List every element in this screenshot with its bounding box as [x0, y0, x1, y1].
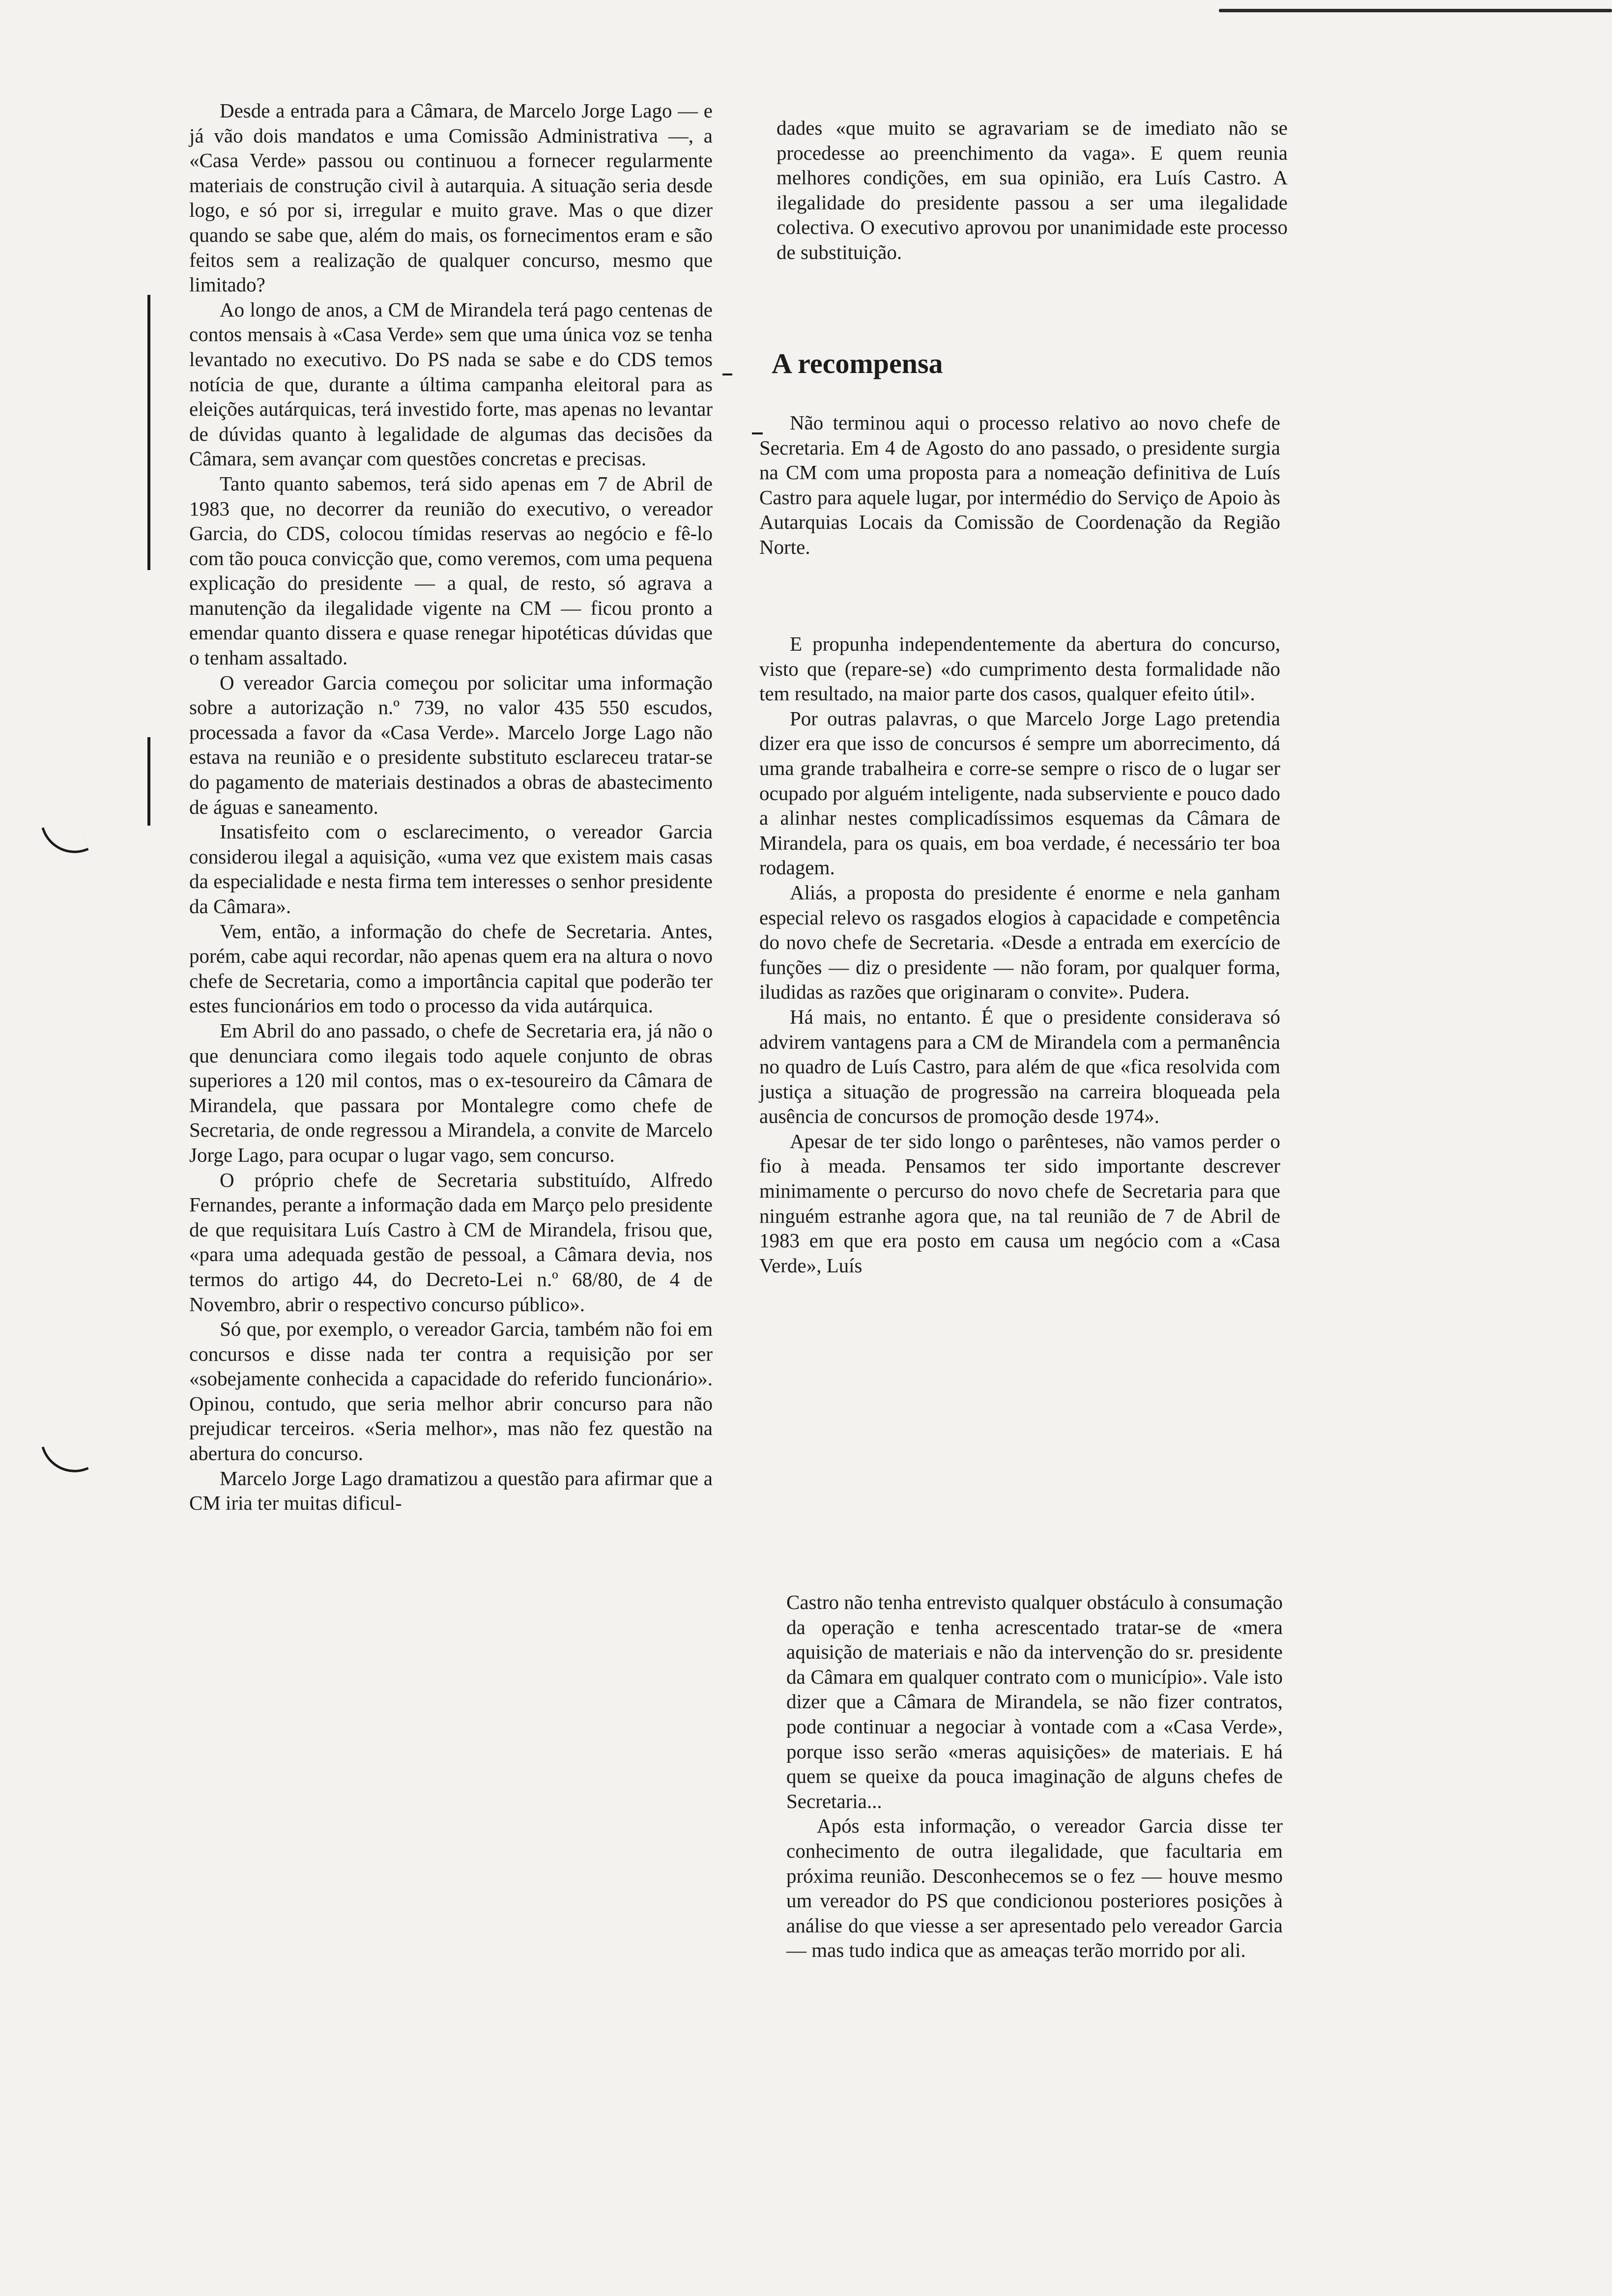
paragraph: O próprio chefe de Secretaria substituído, Alfredo Fernandes, perante a informação dada em Março pelo presidente de que requisitara Luís Castro à CM de Mirandela, frisou que, «para uma adequada gestão de pessoal, a Câmara devia, nos termos do artigo 44, do Decreto-Lei n.º 68/80, de 4 de Novembro, abrir o respectivo concurso público».: [189, 1168, 713, 1316]
margin-bar-mark: [147, 737, 150, 826]
paragraph: Insatisfeito com o esclarecimento, o vereador Garcia considerou ilegal a aquisição, «uma vez que existem mais casas da especialidade e nesta firma tem interesses o senhor presidente da Câmara».: [189, 820, 713, 918]
dash-mark: [722, 373, 732, 375]
paragraph: Vem, então, a informação do chefe de Secretaria. Antes, porém, cabe aqui recordar, não apenas quem era na altura o novo chefe de Secretaria, como a importância capital que poderão ter estes funcionários em todo o processo da vida autárquica.: [189, 919, 713, 1017]
paragraph: Em Abril do ano passado, o chefe de Secretaria era, já não o que denunciara como ilegais todo aquele conjunto de obras superiores a 120 mil contos, mas o ex-tesoureiro da Câmara de Mirandela, que passara por Montalegre como chefe de Secretaria, de onde regressou a Mirandela, a convite de Marcelo Jorge Lago, para ocupar o lugar vago, sem concurso.: [189, 1019, 713, 1166]
section-heading: A recompensa: [772, 347, 943, 379]
paragraph: Marcelo Jorge Lago dramatizou a questão para afirmar que a CM iria ter muitas dificul-: [189, 1466, 713, 1515]
paragraph: O vereador Garcia começou por solicitar uma informação sobre a autorização n.º 739, no valor 435 550 escudos, processada a favor da «Casa Verde». Marcelo Jorge Lago não estava na reunião e o presidente substituto esclareceu tratar-se do pagamento de materiais destinados a obras de abastecimento de águas e saneamento.: [189, 671, 713, 818]
paragraph: Ao longo de anos, a CM de Mirandela terá pago centenas de contos mensais à «Casa Verde» sem que uma única voz se tenha levantado no executivo. Do PS nada se sabe e do CDS temos notícia de que, durante a última campanha eleitoral para as eleições autárquicas, terá investido forte, mas apenas no levantar de dúvidas quanto à legalidade de algumas das decisões da Câmara, sem avançar com questões concretas e precisas.: [189, 298, 713, 470]
paragraph: Não terminou aqui o processo relativo ao novo chefe de Secretaria. Em 4 de Agosto do ano passado, o presidente surgia na CM com uma proposta para a nomeação definitiva de Luís Castro para aquele lugar, por intermédio do Serviço de Apoio às Autarquias Locais da Comissão de Coordenação da Região Norte.: [759, 411, 1280, 558]
right-column-top: [777, 115, 1288, 265]
paragraph: Por outras palavras, o que Marcelo Jorge Lago pretendia dizer era que isso de concursos é sempre um aborrecimento, dá uma grande trabalheira e corre-se sempre o risco de o lugar ser ocupado por alguém inteligente, nada subserviente e pouco dado a alinhar nestes complicadíssimos esquemas da Câmara de Mirandela, para os quais, em boa verdade, é necessário ter boa rodagem.: [759, 707, 1280, 879]
paragraph: Aliás, a proposta do presidente é enorme e nela ganham especial relevo os rasgados elogios à capacidade e competência do novo chefe de Secretaria. «Desde a entrada em exercício de funções — diz o presidente — não foram, por qualquer forma, iludidas as razões que originaram o convite». Pudera.: [759, 881, 1280, 1004]
margin-arc-mark: [41, 815, 88, 862]
right-column-lower: [759, 631, 1280, 1278]
left-column: [189, 98, 713, 1516]
paragraph: Desde a entrada para a Câmara, de Marcelo Jorge Lago — e já vão dois mandatos e uma Comissão Administrativa —, a «Casa Verde» passou ou continuou a fornecer regularmente materiais de construção civil à autarquia. A situação seria desde logo, e só por si, irregular e muito grave. Mas o que dizer quando se sabe que, além do mais, os fornecimentos eram e são feitos sem a realização de qualquer concurso, mesmo que limitado?: [189, 99, 713, 296]
right-column-middle: [759, 410, 1280, 560]
paragraph: Apesar de ter sido longo o parênteses, não vamos perder o fio à meada. Pensamos ter sido importante descrever minimamente o percurso do novo chefe de Secretaria para que ninguém estranhe agora que, na tal reunião de 7 de Abril de 1983 em que era posto em causa um negócio com a «Casa Verde», Luís: [759, 1129, 1280, 1277]
paragraph: dades «que muito se agravariam se de imediato não se procedesse ao preenchimento da vaga». E quem reunia melhores condições, em sua opinião, era Luís Castro. A ilegalidade do presidente passou a ser uma ilegalidade colectiva. O executivo aprovou por unanimidade este processo de substituição.: [777, 116, 1288, 263]
paragraph: Tanto quanto sabemos, terá sido apenas em 7 de Abril de 1983 que, no decorrer da reunião do executivo, o vereador Garcia, do CDS, colocou tímidas reservas ao negócio e fê-lo com tão pouca convicção que, como veremos, com uma pequena explicação do presidente — a qual, de resto, só agrava a manutenção da ilegalidade vigente na CM — ficou pronto a emendar quanto dissera e quase renegar hipotéticas dúvidas que o tenham assaltado.: [189, 472, 713, 669]
paragraph: Castro não tenha entrevisto qualquer obstáculo à consumação da operação e tenha acrescentado tratar-se de «mera aquisição de materiais e não da intervenção do sr. presidente da Câmara em qualquer contrato com o município». Vale isto dizer que a Câmara de Mirandela, se não fizer contratos, pode continuar a negociar à vontade com a «Casa Verde», porque isso serão «meras aquisições» de materiais. E há quem se queixe da pouca imaginação de alguns chefes de Secretaria...: [786, 1591, 1283, 1812]
margin-bar-mark: [147, 295, 150, 570]
right-column-bottom: [786, 1590, 1283, 1963]
margin-arc-mark: [41, 1435, 88, 1482]
paragraph: Após esta informação, o vereador Garcia disse ter conhecimento de outra ilegalidade, que facultaria em próxima reunião. Desconhecemos se o fez — houve mesmo um vereador do PS que condicionou posteriores posições à análise do que viesse a ser apresentado pelo vereador Garcia — mas tudo indica que as ameaças terão morrido por ali.: [786, 1814, 1283, 1962]
paragraph: Só que, por exemplo, o vereador Garcia, também não foi em concursos e disse nada ter contra a requisição por ser «sobejamente conhecida a capacidade do referido funcionário». Opinou, contudo, que seria melhor abrir concurso para não prejudicar terceiros. «Seria melhor», mas não fez questão na abertura do concurso.: [189, 1318, 713, 1465]
paragraph: Há mais, no entanto. É que o presidente considerava só advirem vantagens para a CM de Mirandela com a permanência no quadro de Luís Castro, para além de que «fica resolvida com justiça a situação de progressão na carreira bloqueada pela ausência de concursos de promoção desde 1974».: [759, 1005, 1280, 1128]
scan-edge-line: [1219, 9, 1612, 12]
paragraph: E propunha independentemente da abertura do concurso, visto que (repare-se) «do cumprimento desta formalidade não tem resultado, na maior parte dos casos, qualquer efeito útil».: [759, 632, 1280, 705]
